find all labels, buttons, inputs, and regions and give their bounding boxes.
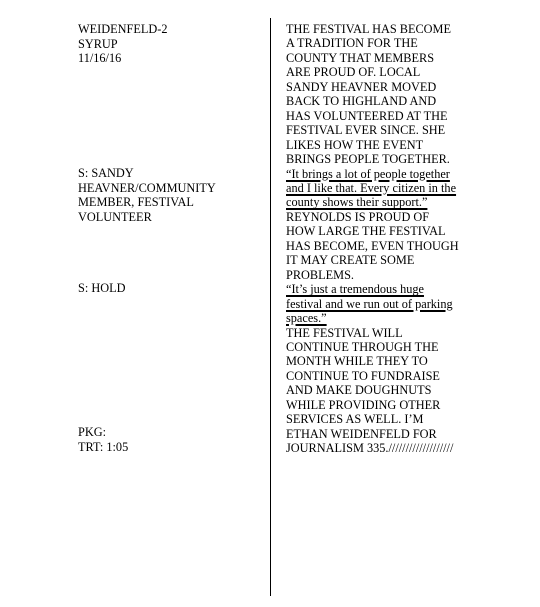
- script-line: THE FESTIVAL WILL: [286, 325, 403, 340]
- story-slug: SYRUP: [78, 36, 118, 51]
- column-divider: [270, 18, 271, 596]
- quote-line: spaces.”: [286, 311, 327, 326]
- script-line: COUNTY THAT MEMBERS: [286, 50, 435, 65]
- story-date: 11/16/16: [78, 51, 122, 65]
- script-line: BACK TO HIGHLAND AND: [286, 94, 437, 109]
- script-line: JOURNALISM 335.///////////////////: [286, 441, 454, 456]
- script-line: ARE PROUD OF. LOCAL: [286, 65, 421, 80]
- quote-line: and I like that. Every citizen in the: [286, 180, 457, 195]
- sot-cue-line: S: SANDY: [78, 166, 134, 180]
- script-line: BRINGS PEOPLE TOGETHER.: [286, 152, 450, 167]
- reporter-slug: WEIDENFELD-2: [78, 22, 168, 36]
- sot-quote-1: [286, 167, 472, 210]
- sot-quote-2: [286, 282, 472, 325]
- script-line: FESTIVAL EVER SINCE. SHE: [286, 123, 446, 138]
- script-line: WHILE PROVIDING OTHER: [286, 397, 441, 412]
- script-line: SANDY HEAVNER MOVED: [286, 79, 437, 94]
- sot-cue-line: MEMBER, FESTIVAL: [78, 195, 194, 209]
- script-line: IT MAY CREATE SOME: [286, 253, 415, 268]
- pkg-label: PKG:: [78, 425, 107, 439]
- hold-cue-label: S: HOLD: [78, 281, 126, 295]
- script-line: SERVICES AS WELL. I’M: [286, 412, 424, 427]
- script-line: LIKES HOW THE EVENT: [286, 137, 424, 152]
- script-paragraph-2: [286, 210, 472, 282]
- script-line: A TRADITION FOR THE: [286, 36, 418, 51]
- script-line: THE FESTIVAL HAS BECOME: [286, 22, 451, 36]
- script-paragraph-3: [286, 326, 472, 456]
- script-line: ETHAN WEIDENFELD FOR: [286, 426, 437, 441]
- script-line: PROBLEMS.: [286, 267, 354, 282]
- quote-line: festival and we run out of parking: [286, 296, 453, 311]
- script-paragraph-1: [286, 22, 472, 167]
- script-line: HAS BECOME, EVEN THOUGH: [286, 238, 459, 253]
- script-column: [286, 22, 472, 456]
- script-line: HOW LARGE THE FESTIVAL: [286, 224, 446, 239]
- trt-label: TRT: 1:05: [78, 439, 129, 454]
- script-line: MONTH WHILE THEY TO: [286, 354, 428, 369]
- sot-cue-line: VOLUNTEER: [78, 209, 152, 224]
- hold-cue: [78, 281, 125, 296]
- script-line: CONTINUE THROUGH THE: [286, 339, 439, 354]
- quote-line: county shows their support.”: [286, 195, 428, 210]
- pkg-cue: [78, 425, 128, 454]
- quote-line: “It brings a lot of people together: [286, 166, 450, 181]
- script-line: HAS VOLUNTEERED AT THE: [286, 108, 448, 123]
- script-line: AND MAKE DOUGHNUTS: [286, 383, 432, 398]
- sot-cue: [78, 166, 216, 224]
- slug-block: [78, 22, 167, 66]
- script-line: CONTINUE TO FUNDRAISE: [286, 368, 440, 383]
- sot-cue-line: HEAVNER/COMMUNITY: [78, 180, 216, 195]
- script-line: REYNOLDS IS PROUD OF: [286, 209, 430, 224]
- quote-line: “It’s just a tremendous huge: [286, 282, 424, 297]
